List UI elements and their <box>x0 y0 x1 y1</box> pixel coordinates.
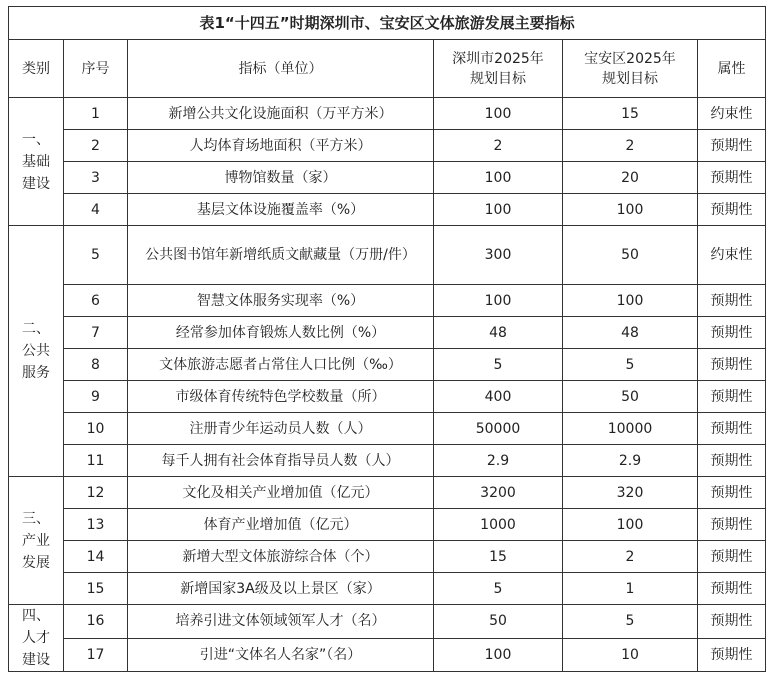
table-row <box>9 573 766 605</box>
table-row <box>9 285 766 317</box>
table-row <box>9 381 766 413</box>
indicator-name: 引进“文体名人名家”（名） <box>128 638 434 672</box>
table-row <box>9 194 766 226</box>
header-index: 序号 <box>64 40 128 98</box>
indicator-name: 智慧文体服务实现率（%） <box>128 285 434 317</box>
attribute-value: 预期性 <box>698 509 766 541</box>
category-cell: 一、 基础 建设 <box>9 98 64 226</box>
shenzhen-target: 50 <box>434 605 563 639</box>
indicator-table <box>8 6 766 672</box>
table-row <box>9 162 766 194</box>
table-title: 表1“十四五”时期深圳市、宝安区文体旅游发展主要指标 <box>9 7 766 40</box>
baoan-target: 100 <box>563 509 698 541</box>
indicator-name: 新增国家3A级及以上景区（家） <box>128 573 434 605</box>
attribute-value: 预期性 <box>698 349 766 381</box>
baoan-target: 48 <box>563 317 698 349</box>
table-row <box>9 541 766 573</box>
indicator-name: 体育产业增加值（亿元） <box>128 509 434 541</box>
row-number: 12 <box>64 477 128 509</box>
baoan-target: 100 <box>563 194 698 226</box>
shenzhen-target: 100 <box>434 285 563 317</box>
table-header-row <box>9 40 766 98</box>
table-row <box>9 477 766 509</box>
attribute-value: 预期性 <box>698 541 766 573</box>
indicator-name: 公共图书馆年新增纸质文献藏量（万册/件） <box>128 226 434 285</box>
attribute-value: 预期性 <box>698 445 766 477</box>
indicator-name: 培养引进文体领域领军人才（名） <box>128 605 434 639</box>
indicator-name: 基层文体设施覆盖率（%） <box>128 194 434 226</box>
attribute-value: 预期性 <box>698 162 766 194</box>
row-number: 1 <box>64 98 128 130</box>
baoan-target: 2 <box>563 130 698 162</box>
indicator-name: 博物馆数量（家） <box>128 162 434 194</box>
attribute-value: 预期性 <box>698 638 766 672</box>
baoan-target: 320 <box>563 477 698 509</box>
row-number: 15 <box>64 573 128 605</box>
category-cell: 三、 产业 发展 <box>9 477 64 605</box>
table-row <box>9 509 766 541</box>
table-row <box>9 98 766 130</box>
indicator-name: 人均体育场地面积（平方米） <box>128 130 434 162</box>
shenzhen-target: 100 <box>434 194 563 226</box>
attribute-value: 预期性 <box>698 413 766 445</box>
shenzhen-target: 100 <box>434 162 563 194</box>
attribute-value: 预期性 <box>698 477 766 509</box>
shenzhen-target: 3200 <box>434 477 563 509</box>
row-number: 4 <box>64 194 128 226</box>
category-cell: 四、 人才 建设 <box>9 605 64 672</box>
shenzhen-target: 100 <box>434 638 563 672</box>
baoan-target: 100 <box>563 285 698 317</box>
baoan-target: 2.9 <box>563 445 698 477</box>
baoan-target: 10000 <box>563 413 698 445</box>
row-number: 3 <box>64 162 128 194</box>
table-row <box>9 226 766 285</box>
row-number: 14 <box>64 541 128 573</box>
indicator-name: 文化及相关产业增加值（亿元） <box>128 477 434 509</box>
row-number: 7 <box>64 317 128 349</box>
shenzhen-target: 300 <box>434 226 563 285</box>
indicator-name: 市级体育传统特色学校数量（所） <box>128 381 434 413</box>
row-number: 17 <box>64 638 128 672</box>
baoan-target: 2 <box>563 541 698 573</box>
row-number: 13 <box>64 509 128 541</box>
attribute-value: 预期性 <box>698 194 766 226</box>
baoan-target: 5 <box>563 605 698 639</box>
row-number: 6 <box>64 285 128 317</box>
row-number: 16 <box>64 605 128 639</box>
baoan-target: 20 <box>563 162 698 194</box>
shenzhen-target: 48 <box>434 317 563 349</box>
indicator-name: 新增公共文化设施面积（万平方米） <box>128 98 434 130</box>
header-indicator: 指标（单位） <box>128 40 434 98</box>
baoan-target: 10 <box>563 638 698 672</box>
table-row <box>9 349 766 381</box>
attribute-value: 约束性 <box>698 98 766 130</box>
header-category: 类别 <box>9 40 64 98</box>
row-number: 10 <box>64 413 128 445</box>
shenzhen-target: 5 <box>434 349 563 381</box>
indicator-name: 文体旅游志愿者占常住人口比例（‰） <box>128 349 434 381</box>
row-number: 11 <box>64 445 128 477</box>
shenzhen-target: 2 <box>434 130 563 162</box>
baoan-target: 50 <box>563 226 698 285</box>
baoan-target: 1 <box>563 573 698 605</box>
baoan-target: 15 <box>563 98 698 130</box>
row-number: 5 <box>64 226 128 285</box>
attribute-value: 预期性 <box>698 605 766 639</box>
indicator-name: 每千人拥有社会体育指导员人数（人） <box>128 445 434 477</box>
attribute-value: 预期性 <box>698 381 766 413</box>
table-row <box>9 130 766 162</box>
baoan-target: 5 <box>563 349 698 381</box>
shenzhen-target: 2.9 <box>434 445 563 477</box>
attribute-value: 预期性 <box>698 317 766 349</box>
shenzhen-target: 1000 <box>434 509 563 541</box>
table-row <box>9 317 766 349</box>
table-row <box>9 638 766 672</box>
header-shenzhen-target: 深圳市2025年 规划目标 <box>434 40 563 98</box>
row-number: 9 <box>64 381 128 413</box>
table-row <box>9 445 766 477</box>
shenzhen-target: 100 <box>434 98 563 130</box>
shenzhen-target: 400 <box>434 381 563 413</box>
table-row <box>9 413 766 445</box>
row-number: 2 <box>64 130 128 162</box>
baoan-target: 50 <box>563 381 698 413</box>
header-attribute: 属性 <box>698 40 766 98</box>
header-baoan-target: 宝安区2025年 规划目标 <box>563 40 698 98</box>
attribute-value: 预期性 <box>698 285 766 317</box>
indicator-name: 经常参加体育锻炼人数比例（%） <box>128 317 434 349</box>
attribute-value: 预期性 <box>698 573 766 605</box>
indicator-name: 注册青少年运动员人数（人） <box>128 413 434 445</box>
table-row <box>9 605 766 639</box>
shenzhen-target: 15 <box>434 541 563 573</box>
category-cell: 二、 公共 服务 <box>9 226 64 477</box>
shenzhen-target: 5 <box>434 573 563 605</box>
shenzhen-target: 50000 <box>434 413 563 445</box>
attribute-value: 约束性 <box>698 226 766 285</box>
attribute-value: 预期性 <box>698 130 766 162</box>
indicator-name: 新增大型文体旅游综合体（个） <box>128 541 434 573</box>
row-number: 8 <box>64 349 128 381</box>
